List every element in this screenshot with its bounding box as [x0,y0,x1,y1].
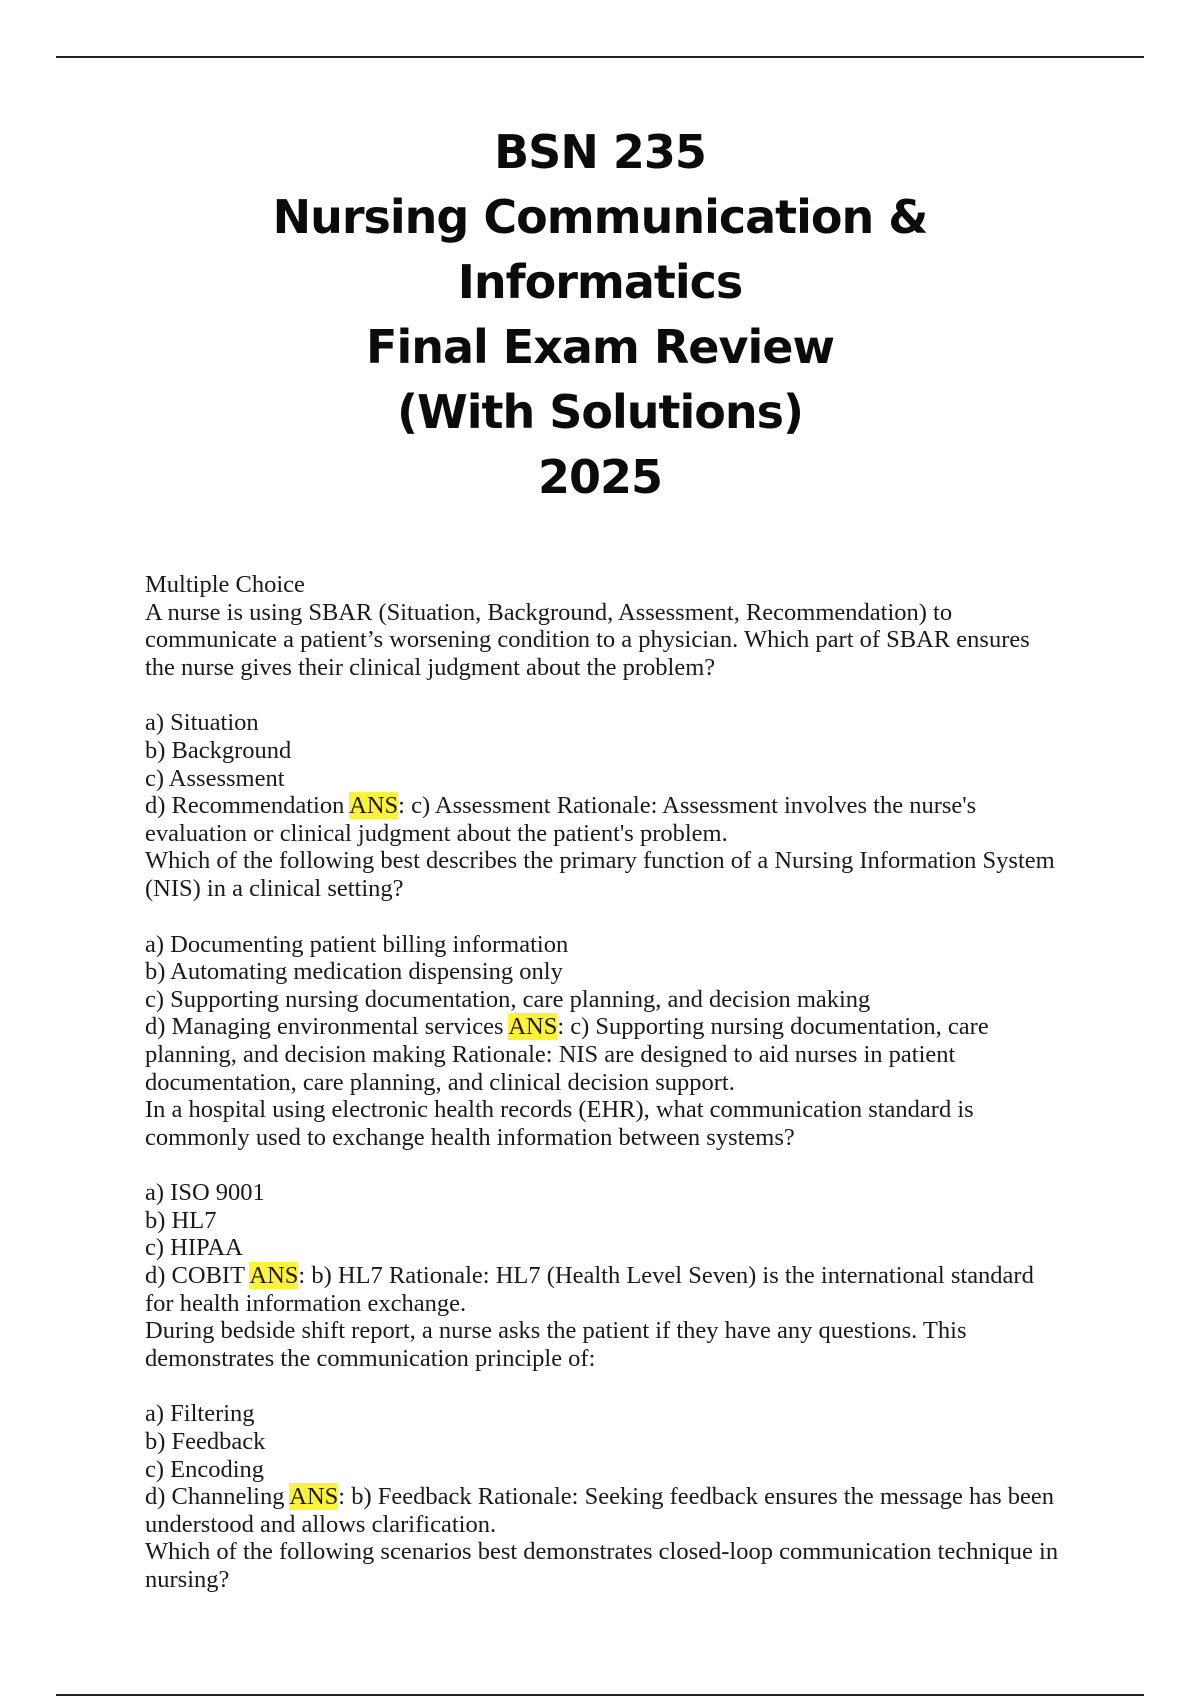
title-line: 2025 [537,450,663,504]
bottom-rule [56,1694,1144,1696]
question-block [145,1096,1065,1317]
option-item: a) ISO 9001 [145,1179,265,1207]
option-item: c) Assessment [145,764,285,792]
title-line: Informatics [457,255,743,309]
question-stem: Which of the following scenarios best demonstrates closed-loop communication technique in nursing? [145,1538,1059,1593]
option-list [145,1400,1065,1538]
option-item: a) Filtering [145,1400,255,1428]
option-item: b) Automating medication dispensing only [145,958,563,986]
section-label: Multiple Choice [145,571,305,598]
question-stem: Which of the following best describes the primary function of a Nursing Information System (NIS) in a clinical setting? [145,847,1055,902]
title-line: Final Exam Review [366,320,834,374]
option-item: c) HIPAA [145,1234,243,1262]
option-item-with-answer [145,1483,1065,1538]
answer-highlight: ANS [289,1483,339,1511]
question-block [145,847,1065,1096]
answer-highlight: ANS [508,1013,558,1041]
option-item: d) Recommendation [145,792,345,820]
option-item: b) Background [145,736,292,764]
document-body [145,571,1065,1594]
document-title [0,120,1200,510]
option-item: d) COBIT [145,1262,245,1290]
option-item: c) Supporting nursing documentation, care planning, and decision making [145,985,871,1013]
option-list [145,931,1065,1097]
option-item: d) Managing environmental services [145,1013,504,1041]
title-line: (With Solutions) [396,385,804,439]
question-block [145,599,1065,848]
option-item: c) Encoding [145,1455,265,1483]
top-rule [56,56,1144,58]
answer-highlight: ANS [349,792,399,820]
option-item-with-answer [145,1262,1065,1317]
title-line: BSN 235 [494,125,706,179]
question-stem: In a hospital using electronic health records (EHR), what communication standard is commonly used to exchange health information between systems? [145,1096,974,1151]
answer-rationale: : c) Assessment Rationale: Assessment involves the nurse's evaluation or clinical judgment about the patient's problem. [145,792,977,847]
option-item: b) Feedback [145,1428,266,1456]
answer-rationale: : c) Supporting nursing documentation, care planning, and decision making Rationale: NIS are designed to aid nurses in patient documentation, care planning, and clinical decision support. [145,1013,989,1096]
option-list [145,709,1065,847]
option-item-with-answer [145,1013,1065,1096]
answer-rationale: : b) HL7 Rationale: HL7 (Health Level Seven) is the international standard for health information exchange. [145,1262,1034,1317]
title-line: Nursing Communication & [272,190,928,244]
option-item: b) HL7 [145,1206,217,1234]
question-block [145,1317,1065,1538]
question-stem: During bedside shift report, a nurse asks the patient if they have any questions. This demonstrates the communication principle of: [145,1317,967,1372]
option-list [145,1179,1065,1317]
option-item: a) Documenting patient billing information [145,930,569,958]
answer-highlight: ANS [249,1262,299,1290]
answer-rationale: : b) Feedback Rationale: Seeking feedback ensures the message has been understood and allows clarification. [145,1483,1054,1538]
option-item: a) Situation [145,709,259,737]
question-stem: A nurse is using SBAR (Situation, Background, Assessment, Recommendation) to communicate a patient’s worsening condition to a physician. Which part of SBAR ensures the nurse gives their clinical judgment about the problem? [145,598,1030,681]
option-item: d) Channeling [145,1483,285,1511]
option-item-with-answer [145,792,1065,847]
